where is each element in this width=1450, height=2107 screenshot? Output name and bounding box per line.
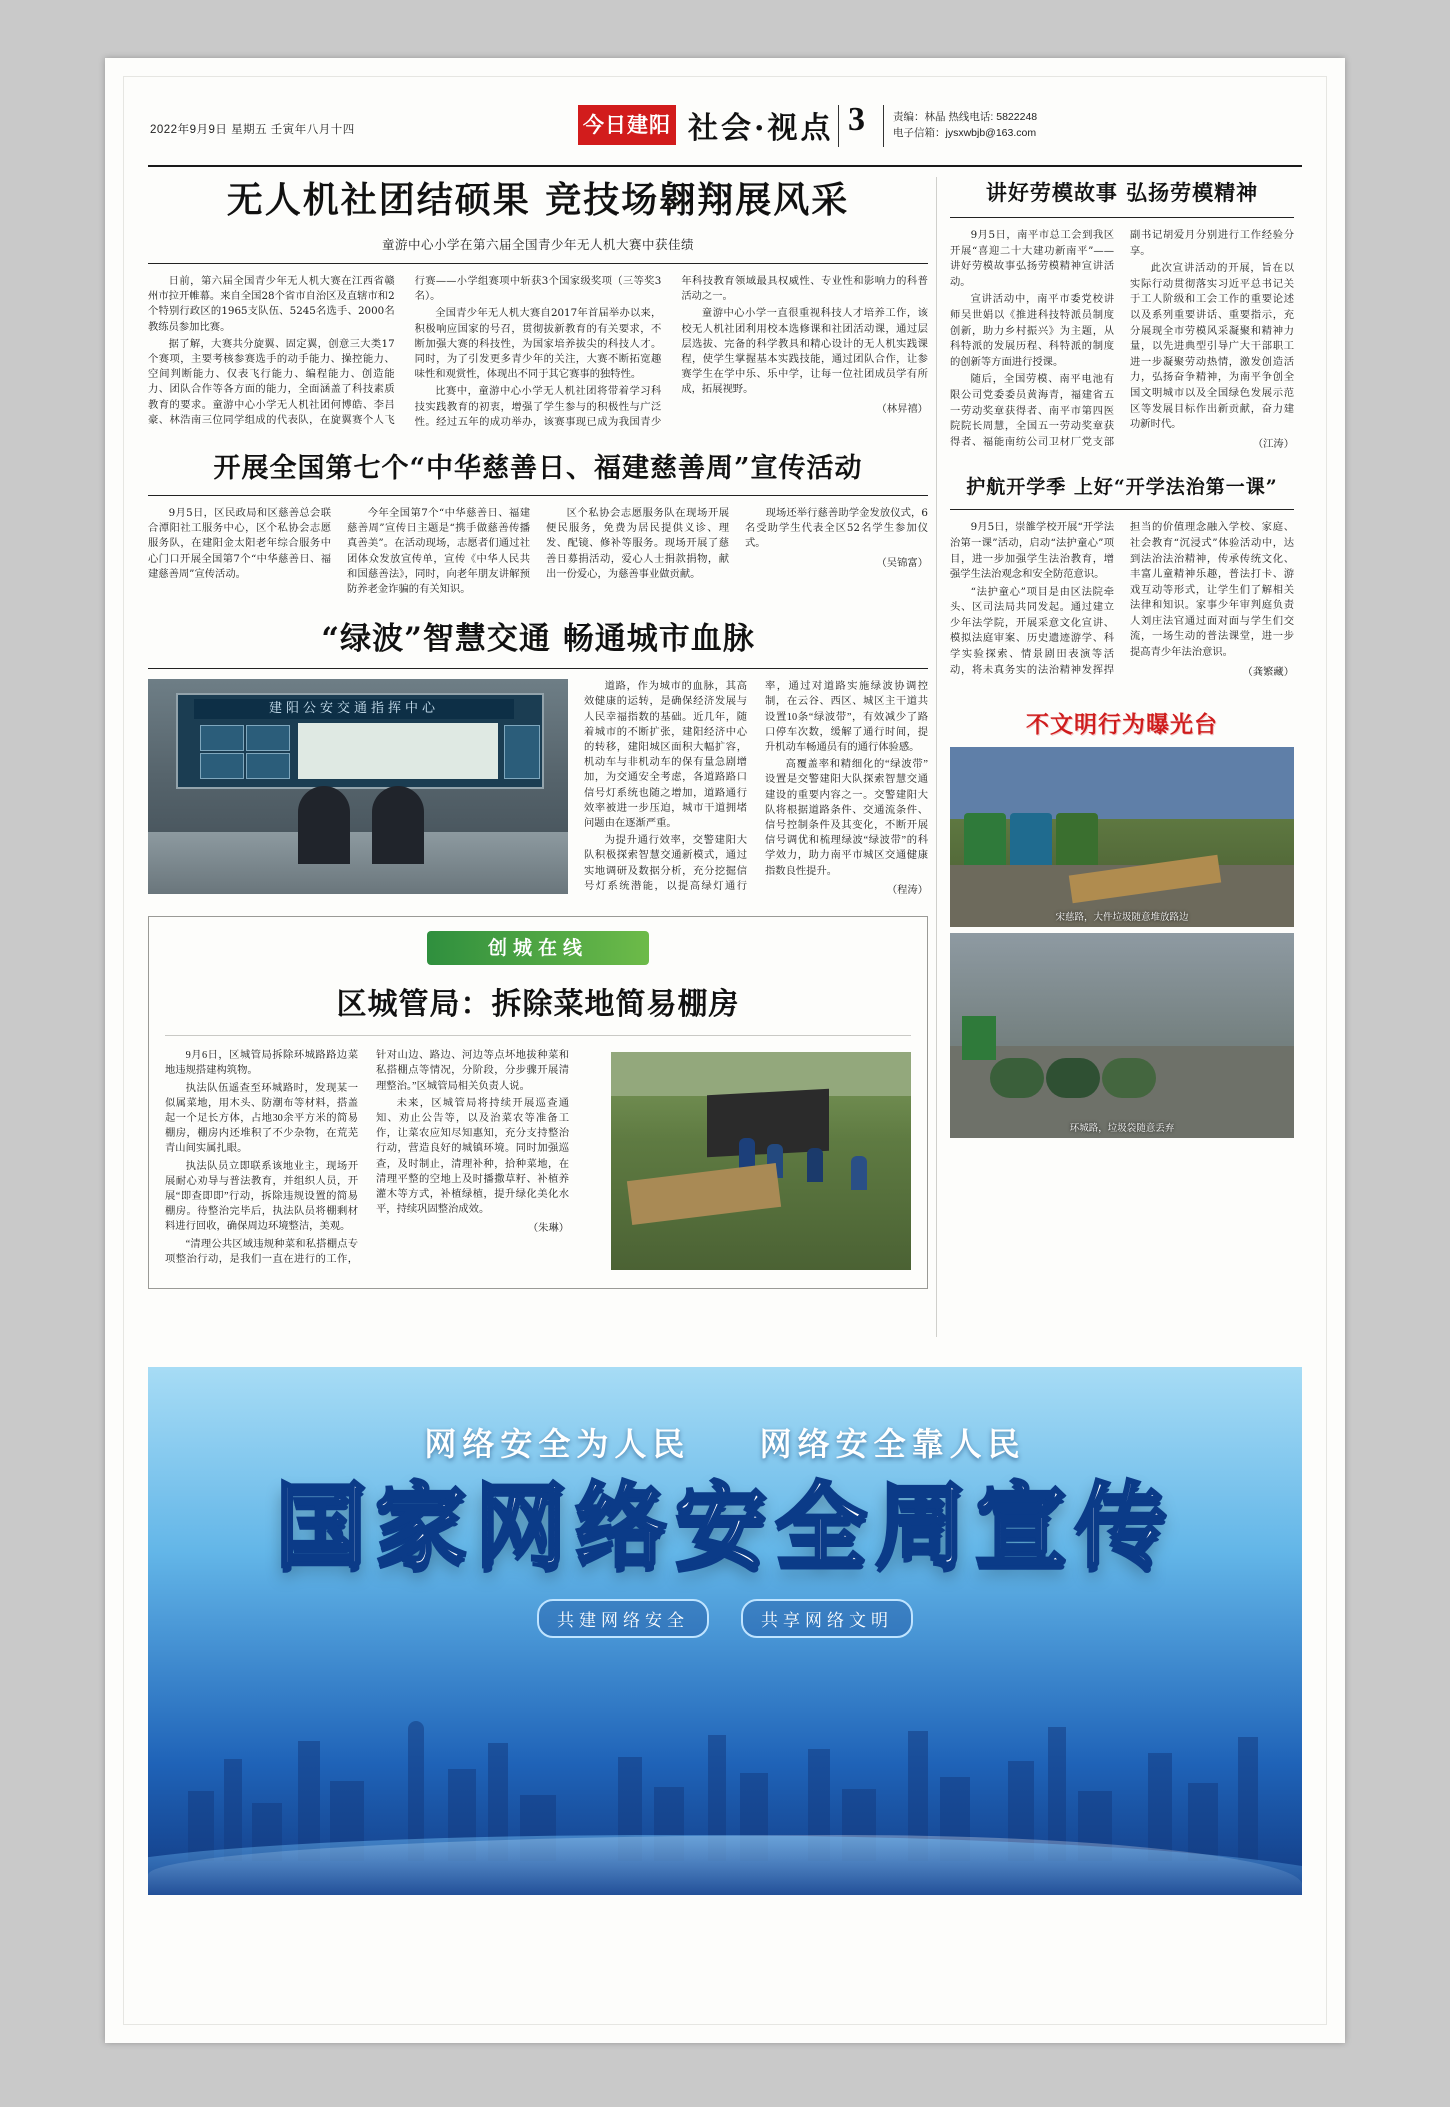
masthead-contact	[893, 109, 1037, 141]
building	[1148, 1753, 1172, 1861]
article-shed-demolition	[148, 916, 928, 1289]
article-charity-week	[148, 446, 928, 597]
right2-headline: 护航开学季 上好“开学法治第一课”	[966, 476, 1278, 499]
paragraph: 现场还举行慈善助学金发放仪式，6名受助学生代表全区52名学生参加仪式。	[745, 507, 928, 550]
ad-slogan-right: 网络安全靠人民	[759, 1425, 1026, 1463]
cyber-security-week-ad	[148, 1367, 1302, 1895]
paragraph: 执法队伍遥查至环城路时，发现某一似属菜地，用木头、防潮布等材料，搭盖起一个足长方体，占地30余平方米的简易棚房，棚房内还堆积了不少杂物，在荒芜青山间实属扎眼。	[165, 1082, 358, 1155]
paragraph: 区个私协会志愿服务队在现场开展便民服务，免费为居民提供义诊、理发、配镜、修补等服务。现场开展了慈善日募捐活动，爱心人士捐款捐物，献出一份爱心，为慈善事业做贡献。	[546, 507, 729, 580]
article3-byline: （程涛）	[886, 884, 928, 896]
masthead-divider-left	[838, 105, 839, 147]
paragraph: 据了解，大赛共分旋翼、固定翼，创意三大类17个赛项，主要考核参赛选手的动手能力、操控能力、空间判断能力、仅表飞行能力、编程能力、创造能力、团队合作等各方面的能力，全面涵盖了科技素质教育的要求。童游中心小学无人机社团何博皓、李吕豪、林浩南三位同学组成的代表队，在旋翼赛个人飞行赛——小学组赛项中斩获3个国家级奖项（三等奖3名）。	[148, 275, 662, 426]
right2-rule	[950, 509, 1294, 510]
monitor-thumb	[246, 753, 290, 779]
photo-banner-text: 建阳公安交通指挥中心	[194, 699, 514, 719]
ad-slogan-line	[148, 1419, 1302, 1465]
article-drone-club	[148, 177, 928, 430]
article-green-wave-traffic	[148, 613, 928, 898]
photo-wall	[950, 747, 1294, 819]
roadside-bin	[962, 1016, 996, 1060]
monitor-thumb	[246, 725, 290, 751]
right-column	[950, 177, 1294, 1138]
photo-caption: 宋慈路，大件垃圾随意堆放路边	[1055, 913, 1189, 924]
wood-planks	[627, 1163, 781, 1225]
uncivilized-behavior-exposure	[950, 706, 1294, 1138]
monitor-thumb	[200, 725, 244, 751]
ad-main-title: 国家网络安全周宣传	[274, 1472, 1175, 1580]
right1-byline: （江涛）	[1252, 437, 1294, 450]
building	[1238, 1737, 1258, 1861]
paragraph: 执法队员立即联系该地业主，现场开展耐心劝导与普法教育，并组织人员，开展“即查即即”行动，拆除违规设置的简易棚房。待整治完毕后，执法队员将棚剩材料进行回收，确保周边环境整洁，美观。	[165, 1160, 358, 1233]
article3-headline: “绿波”智慧交通 畅通城市血脉	[321, 621, 755, 658]
column-divider	[936, 177, 937, 1337]
newspaper-page	[105, 58, 1345, 2043]
ad-tag-share: 共享网络文明	[741, 1599, 913, 1638]
paragraph: 为提升通行效率，交警建阳大队积极探索智慧交通新模式，通过实地调研及数据分析，充分挖掘信号灯系统潜能，以提高绿灯通行率，通过对道路实施绿波协调控制，在云谷、西区、城区主干道共设置10条“绿波带”，有效减少了路口停车次数，缓解了通行时间，提升机动车畅通员有的通行体验感。	[584, 681, 928, 892]
article1-headline: 无人机社团结硕果 竞技场翱翔展风采	[226, 179, 850, 221]
article-labor-model	[950, 177, 1294, 452]
ad-tag-build: 共建网络安全	[537, 1599, 709, 1638]
garbage-bag	[1102, 1058, 1156, 1098]
expose-title: 不文明行为曝光台	[1026, 711, 1218, 739]
newspaper-logo: 今日建阳	[578, 105, 676, 145]
masthead	[148, 99, 1302, 167]
article-school-law-class	[950, 472, 1294, 680]
article2-byline: （吴锦富）	[876, 556, 928, 569]
page-inner-border	[123, 76, 1327, 2025]
monitor-thumb	[200, 753, 244, 779]
article4-rule	[165, 1035, 911, 1036]
city-skyline-graphic	[148, 1685, 1302, 1895]
paragraph: 童游中心小学一直很重视科技人才培养工作，该校无人机社团利用校本选修课和社团活动课，通过层层选拔、完备的科学教具和精心设计的无人机实践课程，使学生掌握基本实践技能，通过团队合作，让参赛学生在学中乐、乐中学，让每一位社团成员学有所成，拓展视野。	[681, 307, 928, 396]
paragraph: 今年全国第7个“中华慈善日、福建慈善周”宣传日主题是“携手做慈善传播真善美”。在活动现场，志愿者们通过社团体众发放宣传单，宣传《中华人民共和国慈善法》，同时，向老年朋友讲解预防养老金诈骗的有关知识。	[347, 507, 530, 596]
right2-byline: （龚繁藏）	[1242, 665, 1294, 678]
paragraph: 全国青少年无人机大赛自2017年首届举办以来，积极响应国家的号召，贯彻拔新教育的有关要求，不断加强大赛的科技性，为国家培养拔尖的科技人才。同时，为了引发更多青少年的关注，大赛不断拓宽趣味性和观赏性，体现出不同于其它赛事的独特性。	[414, 307, 662, 381]
ad-tag-row	[148, 1599, 1302, 1638]
wave-graphic	[148, 1835, 1302, 1895]
demolition-photo	[611, 1052, 911, 1270]
paragraph: 道路，作为城市的血脉，其高效健康的运转，是确保经济发展与人民幸福指数的基础。近几年，随着城市的不断扩张，建阳经济中心的转移，建阳城区面积大幅扩容，机动车与非机动车的保有量急剧增加，为交通安全考虑，各道路路口信号灯系统也随之增加，道路通行效率被进一步压迫，城市干道拥堵问题由在逐渐严重。	[584, 681, 747, 830]
street-garbage-photo	[950, 933, 1294, 1138]
trash-bins-photo	[950, 747, 1294, 927]
email-line: 电子信箱：jysxwbjb@163.com	[893, 127, 1037, 139]
operator-person	[298, 786, 350, 864]
paragraph: 9月5日，崇雒学校开展“开学法治第一课”活动，启动“法护童心”项目，进一步加强学生法治教育，增强学生法治观念和安全防范意识。	[950, 521, 1114, 581]
right1-body	[950, 228, 1294, 452]
article1-subhead: 童游中心小学在第六届全国青少年无人机大赛中获佳绩	[381, 238, 694, 252]
article3-rule	[148, 668, 928, 669]
paragraph: “法护童心”项目是由区法院牵头、区司法局共同发起。通过建立少年法学院，开展采意文化宣讲、模拟法庭审案、历史遗迹游学、科学实验探索、情景剧田表演等活动，将未真务实的法治精神发挥捍担当的价值理念融入学校、家庭、社会教育“沉浸式”体验活动中，达到法治法治精神，传承传统文化、丰富儿童精神乐趣，普法打卡、游戏互动等形式，让学生们了解相关法律和知识。家事少年审判庭负责人刘庄法官通过面对面与学生们交流，一场生动的普法课堂，进一步提高青少年法治意识。	[950, 521, 1294, 676]
paragraph: 宣讲活动中，南平市委党校讲师吴世娟以《推进科技特派员制度创新，助力乡村振兴》为主题，从科特派的发展历程、科特派的制度的创新等方面进行授课。	[950, 293, 1114, 368]
building	[1188, 1783, 1218, 1861]
ad-slogan-left: 网络安全为人民	[424, 1425, 691, 1463]
chengcheng-online-ribbon: 创城在线	[427, 931, 649, 965]
worker	[807, 1148, 823, 1182]
map-display	[298, 723, 498, 779]
garbage-bag	[990, 1058, 1044, 1098]
photo-caption: 环城路，垃圾袋随意丢弃	[1069, 1124, 1175, 1135]
blue-bin	[1010, 813, 1052, 871]
section-title: 社会·视点	[688, 111, 834, 146]
monitor-thumb	[504, 725, 540, 779]
paragraph: 9月6日，区城管局拆除环城路路边菜地违规搭建构筑物。	[165, 1050, 358, 1077]
paragraph: 未来，区城管局将持续开展巡查通知、劝止公告等，以及治菜农等准备工作，让菜农应知尽知惠知，充分支持整治行动，营造良好的城镇环境。同时加强巡查，及时制止，清理补种，拾种菜地，在清理平整的空地上及时播撒草籽、补植养灌木等方式，补植绿植，提升绿化美化水平，持续巩固整治成效。	[376, 1097, 569, 1216]
article3-body	[584, 679, 928, 898]
photo-sky	[611, 1052, 911, 1096]
article1-rule	[148, 263, 928, 264]
green-bin	[964, 813, 1006, 871]
building	[224, 1759, 242, 1861]
article4-headline: 区城管局：拆除菜地简易棚房	[336, 987, 740, 1023]
editor-line: 责编：林晶 热线电话: 5822248	[893, 111, 1038, 123]
article1-body	[148, 274, 928, 430]
paragraph: 此次宣讲活动的开展，旨在以实际行动贯彻落实习近平总书记关于工人阶级和工会工作的重要论述以及系列重要讲话、重要指示，充分展现全市劳模风采凝聚和精神力量，以先进典型引导广大干部职工进一步凝聚劳动热情，激发创造活力，弘扬奋争精神，为南平争创全国文明城市以及全国绿色发展示范区等发展目标作出新贡献，奋力建功新时代。	[1130, 262, 1294, 431]
paragraph: “清理公共区域违规种菜和私搭棚点专项整治行动，是我们一直在进行的工作，针对山边、路边、河边等点坏地拔种菜和私搭棚点等情况，分阶段，分步骤开展清理整治。”区城管局相关负责人说。	[165, 1050, 569, 1265]
paragraph: 比赛中，童游中心小学无人机社团将带着学习科技实践教育的初衷，增强了学生参与的积极性与广泛性。经过五年的成功举办，该赛事现已成为我国青少年科技教育领域最具权威性、专业性和影响力的科普活动之一。	[414, 275, 928, 428]
paragraph: 9月5日，南平市总工会到我区开展“喜迎二十大建功新南平”——讲好劳模故事弘扬劳模精神宣讲活动。	[950, 229, 1114, 288]
paragraph: 日前，第六届全国青少年无人机大赛在江西省赣州市拉开帷幕。来自全国28个省市自治区及直辖市和2个特别行政区的1965支队伍、5245名选手、2000名教练员参加比赛。	[148, 275, 395, 333]
masthead-divider-right	[883, 105, 884, 147]
garbage-bag	[1046, 1058, 1100, 1098]
paragraph: 9月5日，区民政局和区慈善总会联合潭阳社工服务中心，区个私协会志愿服务队，在建阳金太阳老年综合服务中心门口开展全国第7个“中华慈善日、福建慈善周”宣传活动。	[148, 507, 331, 580]
article2-rule	[148, 495, 928, 496]
article1-byline: （林昇禧）	[876, 402, 928, 415]
right1-rule	[950, 217, 1294, 218]
page-number: 3	[848, 101, 865, 138]
paragraph: 随后，全国劳模、南平电池有限公司党委委员黄海青，福建省五一劳动奖章获得者、南平市第四医院院长周慧，全国五一劳动奖章获得者、福能南纺公司卫材厂党支部副书记胡爱月分别进行工作经验分享。	[950, 229, 1294, 448]
console-desk	[148, 832, 568, 894]
paragraph: 高覆盖率和精细化的“绿波带”设置是交警建阳大队探索智慧交通建设的重要内容之一。交警建阳大队将根据道路条件、交通流条件、信号控制条件及其变化，不断开展信号调优和梳理绿波“绿波带”的科学效力，助力南平市城区交通健康指数良性提升。	[765, 759, 928, 877]
worker	[851, 1156, 867, 1190]
article2-headline: 开展全国第七个“中华慈善日、福建慈善周”宣传活动	[213, 453, 863, 485]
main-column	[148, 177, 928, 1289]
green-bin	[1056, 813, 1098, 871]
article2-body	[148, 506, 928, 597]
right1-headline: 讲好劳模故事 弘扬劳模精神	[985, 180, 1259, 205]
issue-date: 2022年9月9日 星期五 壬寅年八月十四	[150, 124, 355, 136]
traffic-command-center-photo	[148, 679, 568, 894]
article4-byline: （朱琳）	[527, 1223, 569, 1235]
operator-person	[372, 786, 424, 864]
right2-body	[950, 520, 1294, 680]
